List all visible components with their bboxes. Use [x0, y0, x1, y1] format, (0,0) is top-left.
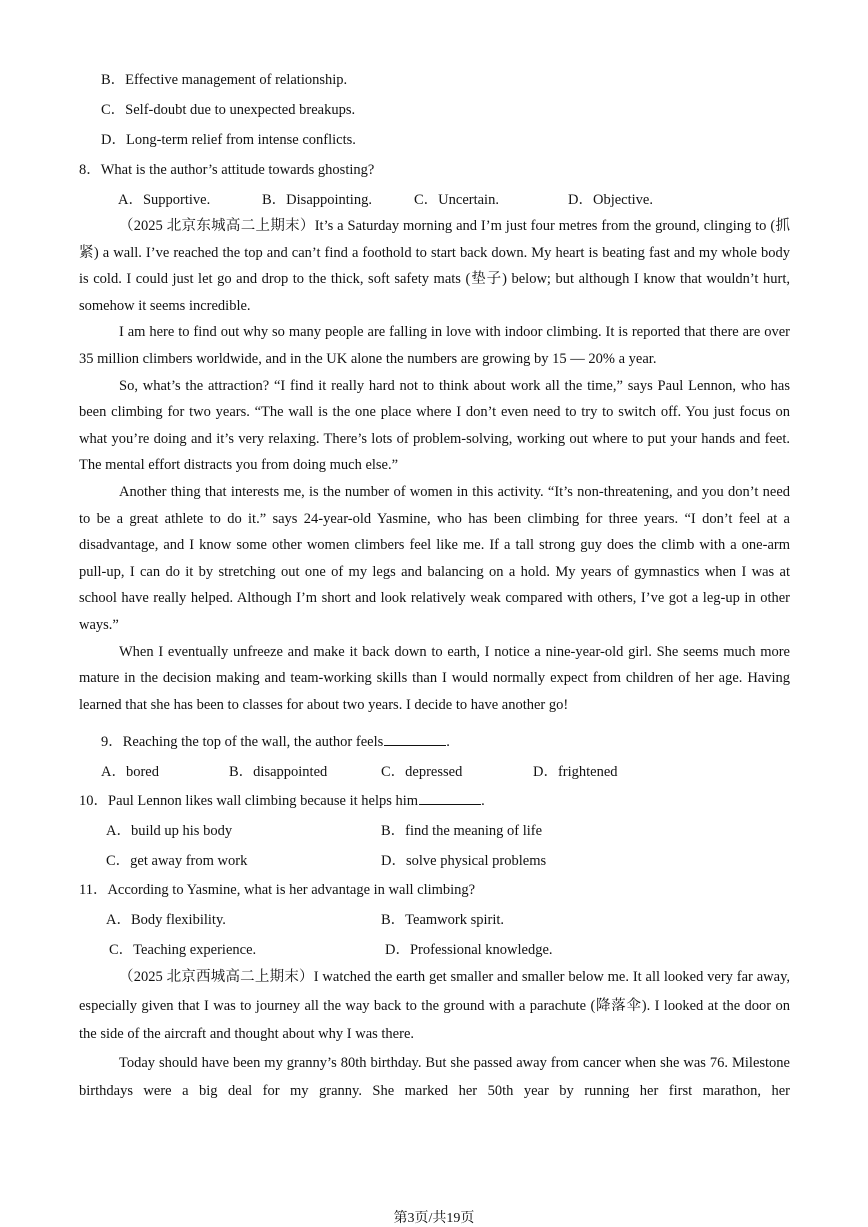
q11-stem: 11．According to Yasmine, what is her advantage in wall climbing?: [79, 882, 476, 898]
q7-option-d: D．Long-term relief from intense conflicts.: [101, 132, 356, 148]
q10-stem: [79, 789, 485, 810]
q8-option-b: B．Disappointing.: [262, 192, 372, 208]
passage2-paragraph-2: Today should have been my granny’s 80th birthday. But she passed away from cancer when she was 76. Milestone birthdays were a big deal for my granny. She marked her 50th year by running her first marathon, her: [79, 1054, 790, 1100]
page-number-footer: 第3页/共19页: [393, 1211, 475, 1226]
q11-option-d: D．Professional knowledge.: [385, 942, 553, 958]
passage1-paragraph-4: Another thing that interests me, is the number of women in this activity. “It’s non-threatening, and you don’t need to be a great athlete to do it.” says 24-year-old Yasmine, who has been climbing for three years. “I don’t feel at a disadvantage, and I know some other women climbers feel like me. If a tall strong guy does the climb with a one-arm pull-up, I can do it by stretching out one of my legs and balancing on a hold. My years of gymnastics when I was at school have really helped. Although I’m short and look relatively weak compared with others, I’ve got a leg-up in other ways.”: [79, 483, 790, 633]
q9-stem-end: .: [446, 734, 450, 750]
q8-option-c: C．Uncertain.: [414, 192, 499, 208]
q9-stem-text: 9．Reaching the top of the wall, the author feels: [101, 734, 384, 750]
q9-option-d: D．frightened: [533, 764, 618, 780]
q10-option-b: B．find the meaning of life: [381, 823, 543, 839]
q9-option-a: A．bored: [101, 764, 159, 780]
q8-option-a: A．Supportive.: [118, 192, 211, 208]
passage1-paragraph-5: When I eventually unfreeze and make it back down to earth, I notice a nine-year-old girl. She seems much more mature in the decision making and team-working skills than I would normally expect from children of her age. Having learned that she has been to classes for about two years. I decide to have another go!: [79, 643, 790, 713]
q9-answer-blank: [384, 733, 446, 746]
passage-climbing: [79, 213, 790, 718]
passage2-paragraph-1: （2025 北京西城高二上期末）I watched the earth get smaller and smaller below me. It all looked very far away, especially given that I was to journey all the way back to the ground with a parachute (降落伞). I looked at the door on the side of the aircraft and thought about why I was there.: [79, 969, 790, 1043]
q9-stem: [101, 730, 450, 751]
q7-option-c: C．Self-doubt due to unexpected breakups.: [101, 102, 356, 118]
q11-option-b: B．Teamwork spirit.: [381, 912, 505, 928]
q7-option-b: B．Effective management of relationship.: [101, 72, 348, 88]
q10-option-c: C．get away from work: [106, 853, 248, 869]
passage-parachute: [79, 963, 790, 1106]
passage1-paragraph-3: So, what’s the attraction? “I find it really hard not to think about work all the time,” says Paul Lennon, who has been climbing for two years. “The wall is the one place where I don’t even need to try to switch off. You just focus on what you’re doing and it’s very relaxing. There’s lots of problem-solving, working out where to put your hands and feet. The mental effort distracts you from doing much else.”: [79, 377, 790, 474]
q10-option-d: D．solve physical problems: [381, 853, 547, 869]
q11-option-c: C．Teaching experience.: [109, 942, 257, 958]
q8-option-d: D．Objective.: [568, 192, 653, 208]
q10-stem-text: 10．Paul Lennon likes wall climbing because it helps him: [79, 793, 419, 809]
q9-option-c: C．depressed: [381, 764, 463, 780]
passage1-paragraph-2: I am here to find out why so many people are falling in love with indoor climbing. It is reported that there are over 35 million climbers worldwide, and in the UK alone the numbers are growing by 15 — 20% a year.: [79, 324, 790, 367]
q9-option-b: B．disappointed: [229, 764, 328, 780]
q8-stem: 8．What is the author’s attitude towards ghosting?: [79, 162, 375, 178]
q11-option-a: A．Body flexibility.: [106, 912, 226, 928]
q10-answer-blank: [419, 792, 481, 805]
passage1-paragraph-1: （2025 北京东城高二上期末）It’s a Saturday morning and I’m just four metres from the ground, clinging to (抓紧) a wall. I’ve reached the top and can’t find a foothold to start back down. My heart is beating fast and my whole body is cold. I could just let go and drop to the thick, soft safety mats (垫子) below; but although I know that wouldn’t hurt, somehow it seems incredible.: [79, 218, 790, 314]
q10-stem-end: .: [481, 793, 485, 809]
q10-option-a: A．build up his body: [106, 823, 233, 839]
